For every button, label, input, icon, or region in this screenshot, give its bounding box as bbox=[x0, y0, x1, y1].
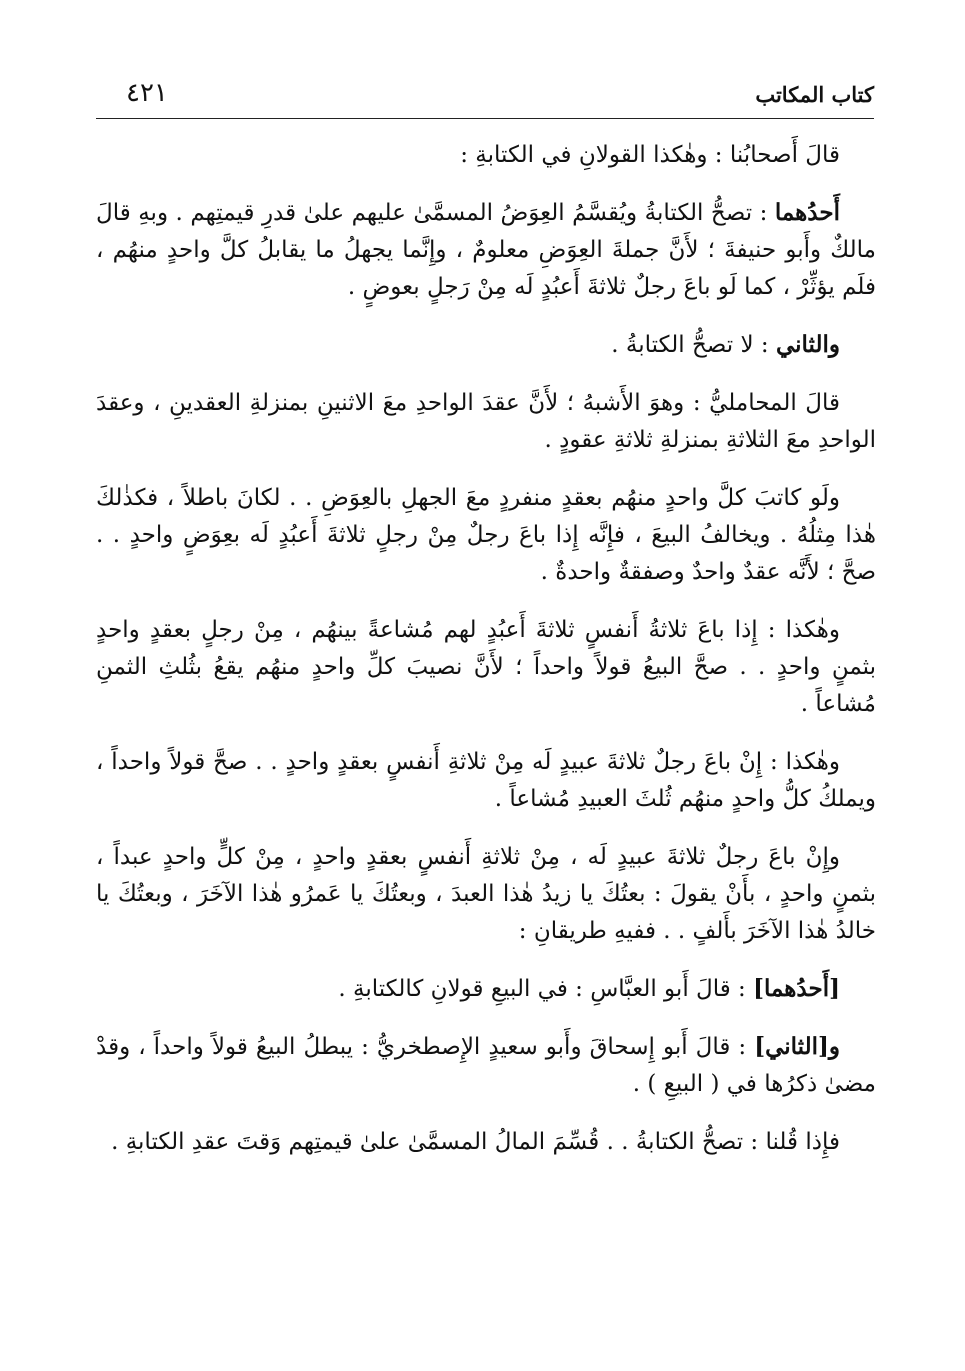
paragraph-lead: والثاني bbox=[775, 331, 840, 358]
paragraph-text: : تصحُّ الكتابةُ ويُقسَّمُ العِوَضُ المسمَّىٰ عليهم علىٰ قدرِ قيمتِهم . وبهِ قالَ مالكٌ وأَبو حنيفةَ ؛ لأَنَّ جملةَ العِوَضِ معلومٌ ، وإِنَّما يجهلُ ما يقابلُ كلَّ واحدٍ منهُم ، فلَم يؤثِّرْ ، كما لَو باعَ رجلٌ ثلاثةَ أَعبُدٍ لَه مِنْ رَجلٍ بعوضٍ . bbox=[96, 200, 876, 300]
paragraph-lead: أَحدُهما bbox=[774, 199, 840, 226]
page-header bbox=[96, 78, 874, 114]
paragraph bbox=[96, 136, 876, 174]
paragraph bbox=[96, 970, 876, 1008]
paragraph bbox=[96, 384, 876, 459]
header-rule bbox=[96, 118, 874, 119]
paragraph bbox=[96, 479, 876, 591]
paragraph bbox=[96, 1028, 876, 1103]
running-title: كتاب المكاتب bbox=[755, 82, 874, 107]
paragraph-text: وهٰكذا : إِنْ باعَ رجلٌ ثلاثةَ عبيدٍ لَه مِنْ ثلاثةِ أَنفسٍ بعقدٍ واحدٍ . . صحَّ قولاً واحداً ، ويملكُ كلُّ واحدٍ منهُم ثُلثَ العبيدِ مُشاعاً . bbox=[96, 749, 876, 812]
paragraph bbox=[96, 326, 876, 364]
paragraph-lead: و[الثاني] bbox=[754, 1033, 840, 1060]
paragraph-lead: [أَحدُهما] bbox=[753, 975, 840, 1002]
paragraph-text: فإِذا قُلنا : تصحُّ الكتابةُ . . قُسِّمَ المالُ المسمَّىٰ علىٰ قيمتِهم وَقتَ عقدِ الكتابةِ . bbox=[111, 1129, 840, 1155]
paragraph-text: ولَو كاتبَ كلَّ واحدٍ منهُم بعقدٍ منفردٍ معَ الجهلِ بالعِوَضِ . . لكانَ باطلاً ، فكذٰلكَ هٰذا مِثلُهُ . ويخالفُ البيعَ ، فإِنَّه إِذا باعَ رجلٌ مِنْ رجلٍ ثلاثةَ أَعبُدٍ لَه بعِوَضٍ واحدٍ . . صحَّ ؛ لأَنَّه عقدٌ واحدٌ وصفقةٌ واحدةٌ . bbox=[96, 485, 876, 585]
paragraph-text: وهٰكذا : إِذا باعَ ثلاثةُ أَنفسٍ ثلاثةَ أَعبُدٍ لهم مُشاعةً بينهُم ، مِنْ رجلٍ بعقدٍ واحدٍ بثمنٍ واحدٍ . . صحَّ البيعُ قولاً واحداً ؛ لأَنَّ نصيبَ كلِّ واحدٍ منهُم يقعُ بثُلثِ الثمنِ مُشاعاً . bbox=[96, 617, 876, 717]
paragraph bbox=[96, 743, 876, 818]
paragraph-text: : قالَ أَبو إِسحاقَ وأَبو سعيدٍ الإِصطخريُّ : يبطلُ البيعُ قولاً واحداً ، وقدْ مضىٰ ذكرُها في ( البيعِ ) . bbox=[96, 1034, 876, 1097]
paragraph bbox=[96, 194, 876, 306]
paragraph-text: : لا تصحُّ الكتابةُ . bbox=[611, 332, 776, 358]
paragraph bbox=[96, 611, 876, 723]
page-number: ٤٢١ bbox=[126, 78, 168, 108]
paragraph-text: قالَ المحامليُّ : وهوَ الأَشبهُ ؛ لأَنَّ عقدَ الواحدِ معَ الاثنينِ بمنزلةِ العقدينِ ، وعقدَ الواحدِ معَ الثلاثةِ بمنزلةِ ثلاثةِ عقودٍ . bbox=[96, 390, 876, 453]
paragraph bbox=[96, 1123, 876, 1161]
paragraph-text: : قالَ أَبو العبَّاسِ : في البيعِ قولانِ كالكتابةِ . bbox=[338, 976, 754, 1002]
page-body bbox=[96, 136, 876, 1181]
paragraph-text: وإِنْ باعَ رجلٌ ثلاثةَ عبيدٍ لَه ، مِنْ ثلاثةِ أَنفسٍ بعقدٍ واحدٍ ، مِنْ كلٍّ واحدٍ عبداً ، بثمنٍ واحدٍ ، بأَنْ يقولَ : بعتُكَ يا زيدُ هٰذا العبدَ ، وبعتُكَ يا عَمرُو هٰذا الآخَرَ ، وبعتُكَ يا خالدُ هٰذا الآخَرَ بأَلفٍ . . ففيهِ طريقانِ : bbox=[96, 844, 876, 944]
paragraph-text: قالَ أَصحابُنا : وهٰكذا القولانِ في الكتابةِ : bbox=[460, 142, 840, 168]
paragraph bbox=[96, 838, 876, 950]
